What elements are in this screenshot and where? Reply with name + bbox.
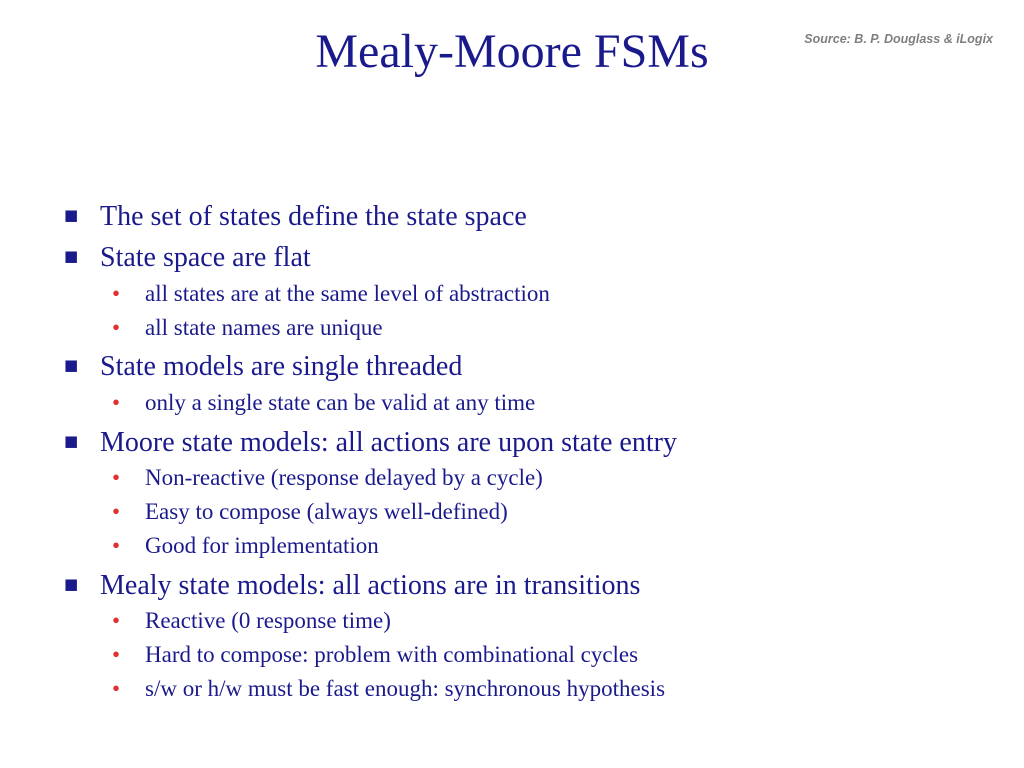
dot-bullet-icon: • <box>112 390 121 415</box>
bullet-item <box>64 424 677 460</box>
square-bullet-icon: ■ <box>64 575 79 593</box>
bullet-item <box>64 239 311 275</box>
sub-bullet-item <box>112 532 379 560</box>
bullet-text: State space are flat <box>100 242 311 273</box>
sub-bullet-item <box>112 641 638 669</box>
sub-bullet-item <box>112 675 665 703</box>
sub-bullet-text: Good for implementation <box>145 533 379 558</box>
dot-bullet-icon: • <box>112 608 121 633</box>
slide-title: Mealy-Moore FSMs <box>315 25 709 78</box>
square-bullet-icon: ■ <box>64 356 79 374</box>
sub-bullet-item <box>112 607 391 635</box>
sub-bullet-item <box>112 280 550 308</box>
sub-bullet-text: all states are at the same level of abstraction <box>145 281 550 306</box>
sub-bullet-item <box>112 498 508 526</box>
sub-bullet-text: Hard to compose: problem with combinational cycles <box>145 642 639 667</box>
dot-bullet-icon: • <box>112 315 121 340</box>
source-credit: Source: B. P. Douglass & iLogix <box>804 32 993 46</box>
dot-bullet-icon: • <box>112 676 121 701</box>
bullet-item <box>64 198 527 234</box>
dot-bullet-icon: • <box>112 465 121 490</box>
sub-bullet-item <box>112 464 543 492</box>
sub-bullet-item <box>112 314 383 342</box>
square-bullet-icon: ■ <box>64 432 79 450</box>
sub-bullet-text: Non-reactive (response delayed by a cycle) <box>145 465 543 490</box>
dot-bullet-icon: • <box>112 642 121 667</box>
dot-bullet-icon: • <box>112 533 121 558</box>
bullet-text: The set of states define the state space <box>100 201 527 232</box>
dot-bullet-icon: • <box>112 499 121 524</box>
square-bullet-icon: ■ <box>64 247 79 265</box>
bullet-item <box>64 567 640 603</box>
sub-bullet-text: s/w or h/w must be fast enough: synchronous hypothesis <box>145 676 666 701</box>
sub-bullet-item <box>112 389 535 417</box>
square-bullet-icon: ■ <box>64 206 79 224</box>
dot-bullet-icon: • <box>112 281 121 306</box>
sub-bullet-text: Reactive (0 response time) <box>145 608 391 633</box>
sub-bullet-text: only a single state can be valid at any time <box>145 390 536 415</box>
bullet-text: Mealy state models: all actions are in transitions <box>100 570 641 601</box>
bullet-item <box>64 348 462 384</box>
bullet-text: Moore state models: all actions are upon state entry <box>100 427 677 458</box>
sub-bullet-text: Easy to compose (always well-defined) <box>145 499 508 524</box>
sub-bullet-text: all state names are unique <box>145 315 383 340</box>
bullet-text: State models are single threaded <box>100 351 463 382</box>
